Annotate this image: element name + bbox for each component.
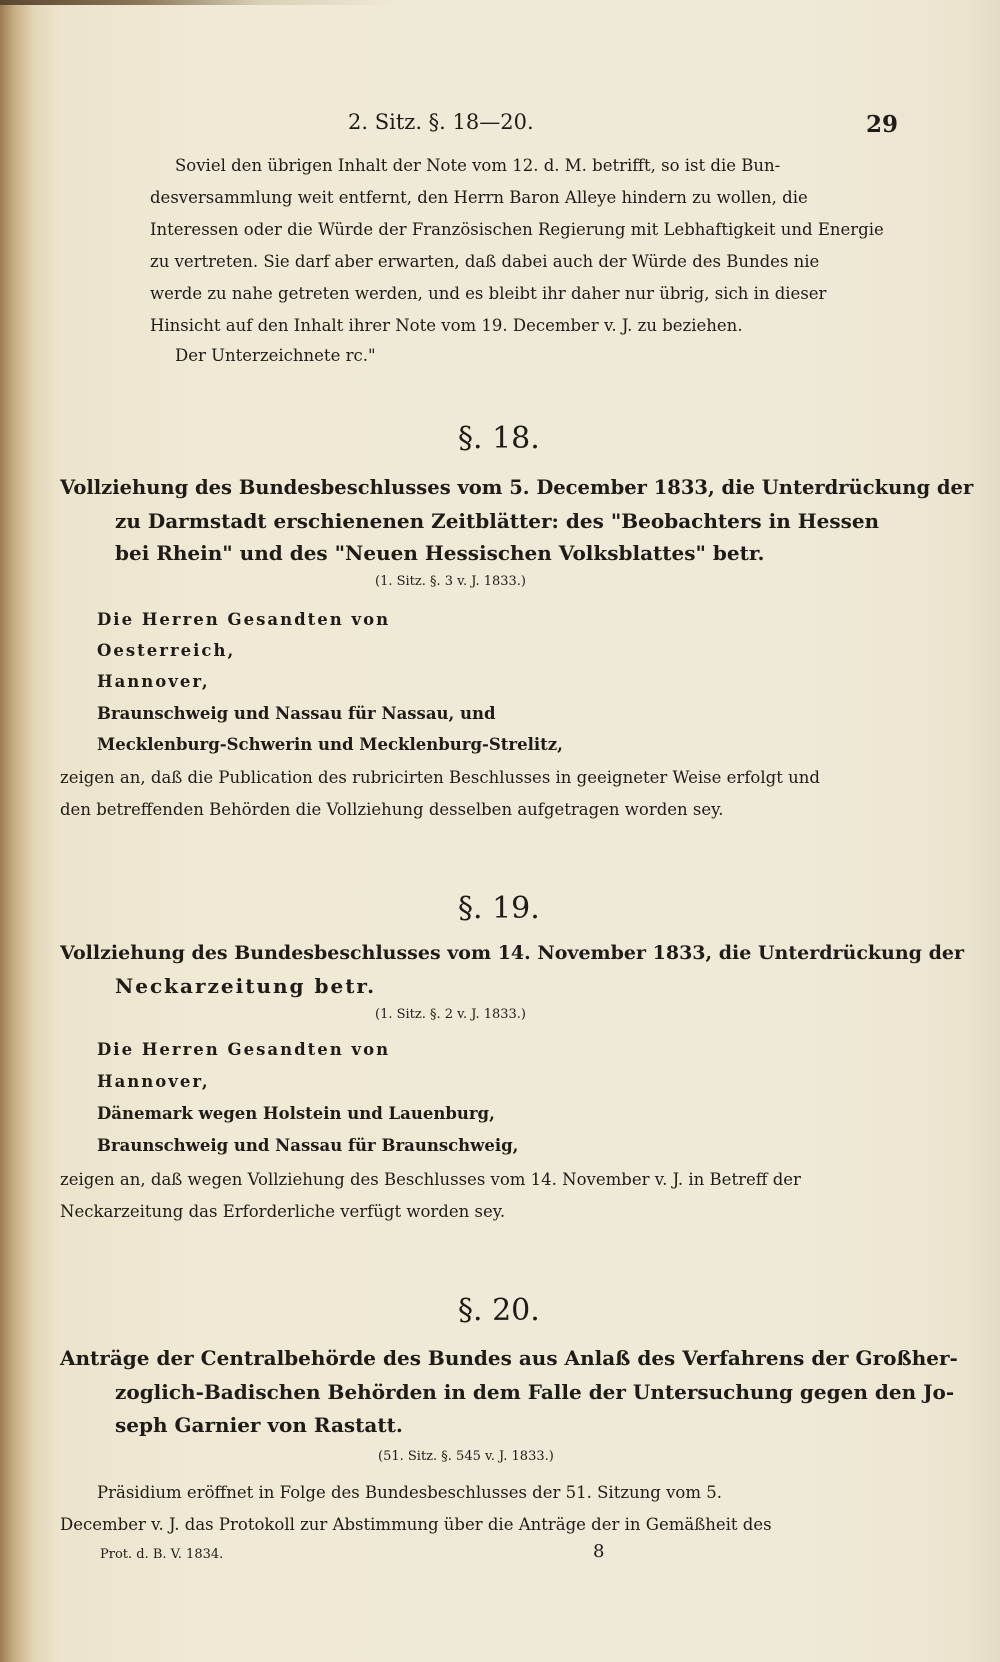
section-19-heading-line: Neckarzeitung betr. xyxy=(115,974,377,998)
intro-closing: Der Unterzeichnete rc." xyxy=(175,346,376,365)
section-20-heading-line: Anträge der Centralbehörde des Bundes aus Anlaß des Verfahrens der Großher- xyxy=(60,1346,958,1370)
section-19-state: Braunschweig und Nassau für Braunschweig, xyxy=(97,1136,519,1155)
section-18-heading-line: zu Darmstadt erschienenen Zeitblätter: des "Beobachters in Hessen xyxy=(115,509,880,533)
section-19-states-intro: Die Herren Gesandten von xyxy=(97,1040,391,1059)
intro-line: zu vertreten. Sie darf aber erwarten, daß dabei auch der Würde des Bundes nie xyxy=(150,252,820,271)
intro-line: desversammlung weit entfernt, den Herrn Baron Alleye hindern zu wollen, die xyxy=(150,188,808,207)
section-19-heading-line: Vollziehung des Bundesbeschlusses vom 14. November 1833, die Unterdrückung der xyxy=(60,942,964,964)
section-18-conclusion-line: den betreffenden Behörden die Vollziehung desselben aufgetragen worden sey. xyxy=(60,800,724,819)
intro-line: Interessen oder die Würde der Französischen Regierung mit Lebhaftigkeit und Energie xyxy=(150,220,884,239)
intro-line: Hinsicht auf den Inhalt ihrer Note vom 19. December v. J. zu beziehen. xyxy=(150,316,743,335)
footer-protocol-reference: Prot. d. B. V. 1834. xyxy=(100,1547,224,1562)
intro-line: Soviel den übrigen Inhalt der Note vom 12. d. M. betrifft, so ist die Bun- xyxy=(175,156,781,175)
section-19-state: Hannover, xyxy=(97,1072,210,1091)
section-18-state: Braunschweig und Nassau für Nassau, und xyxy=(97,704,496,723)
section-18-heading-line: Vollziehung des Bundesbeschlusses vom 5. December 1833, die Unterdrückung der xyxy=(60,476,974,499)
running-title: 2. Sitz. §. 18—20. xyxy=(348,110,534,134)
section-number-19: §. 19. xyxy=(458,891,540,926)
section-18-state: Oesterreich, xyxy=(97,641,236,660)
section-20-body-line: December v. J. das Protokoll zur Abstimmung über die Anträge der in Gemäßheit des xyxy=(60,1515,772,1534)
section-18-states-intro: Die Herren Gesandten von xyxy=(97,610,391,629)
section-18-heading-line: bei Rhein" und des "Neuen Hessischen Volksblattes" betr. xyxy=(115,541,765,565)
section-18-state: Hannover, xyxy=(97,672,210,691)
section-18-reference: (1. Sitz. §. 3 v. J. 1833.) xyxy=(375,574,526,589)
section-number-18: §. 18. xyxy=(458,421,540,456)
section-20-heading-line: zoglich-Badischen Behörden in dem Falle der Untersuchung gegen den Jo- xyxy=(115,1380,955,1404)
section-18-state: Mecklenburg-Schwerin und Mecklenburg-Strelitz, xyxy=(97,735,563,754)
section-20-heading-line: seph Garnier von Rastatt. xyxy=(115,1413,403,1437)
section-19-reference: (1. Sitz. §. 2 v. J. 1833.) xyxy=(375,1007,526,1022)
page-number: 29 xyxy=(866,111,899,138)
section-19-state: Dänemark wegen Holstein und Lauenburg, xyxy=(97,1104,495,1123)
section-number-20: §. 20. xyxy=(458,1293,540,1328)
section-19-conclusion-line: zeigen an, daß wegen Vollziehung des Beschlusses vom 14. November v. J. in Betreff der xyxy=(60,1170,801,1189)
section-19-conclusion-line: Neckarzeitung das Erforderliche verfügt worden sey. xyxy=(60,1202,506,1221)
signature-mark: 8 xyxy=(593,1541,605,1562)
section-20-reference: (51. Sitz. §. 545 v. J. 1833.) xyxy=(378,1449,554,1464)
intro-line: werde zu nahe getreten werden, und es bleibt ihr daher nur übrig, sich in dieser xyxy=(150,284,827,303)
section-18-conclusion-line: zeigen an, daß die Publication des rubricirten Beschlusses in geeigneter Weise erfolgt und xyxy=(60,768,820,787)
section-20-body-line: Präsidium eröffnet in Folge des Bundesbeschlusses der 51. Sitzung vom 5. xyxy=(97,1483,722,1502)
